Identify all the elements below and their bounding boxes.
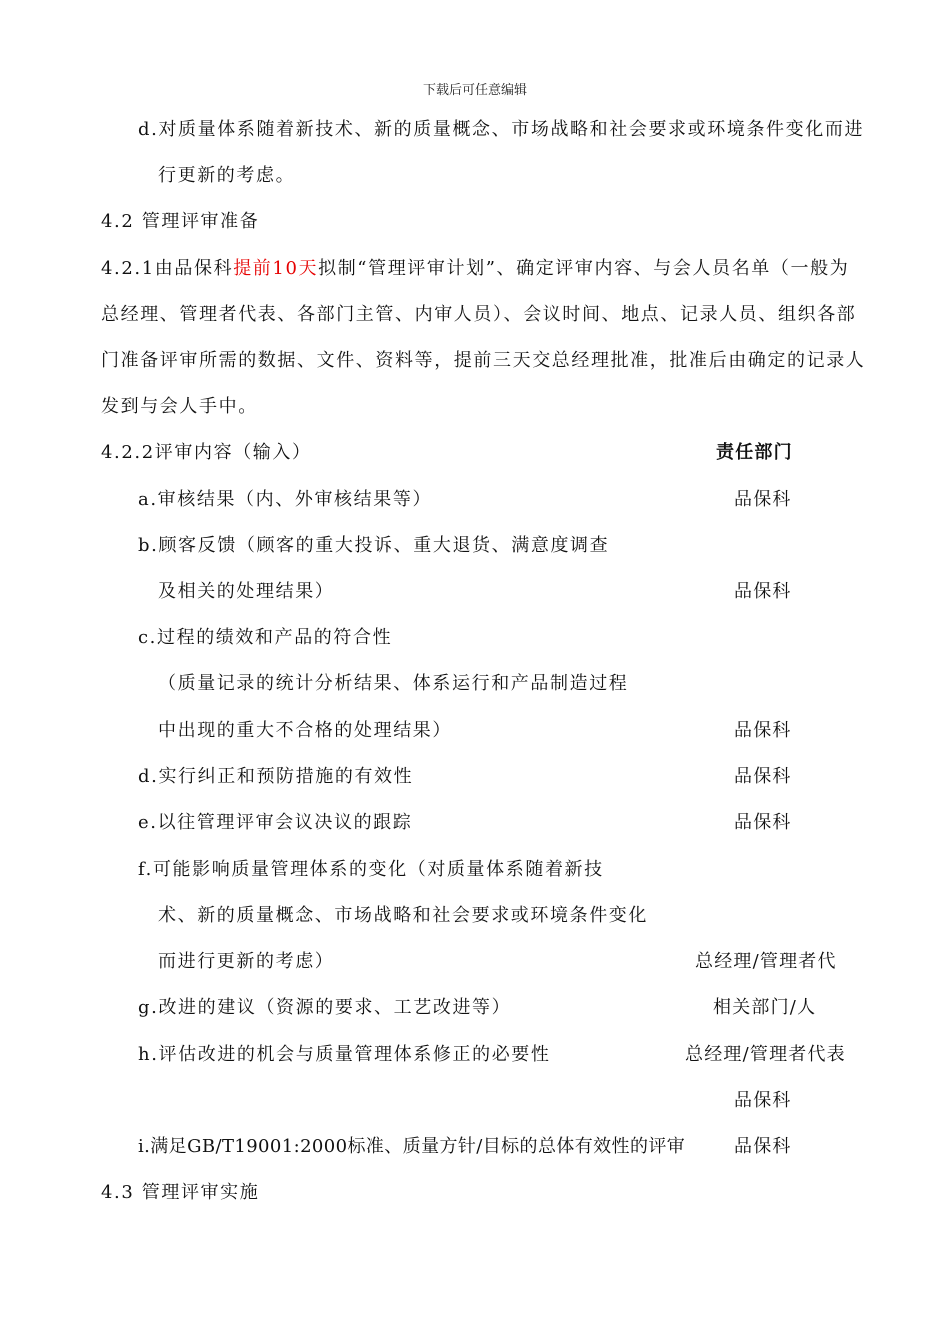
item-c-line3: 中出现的重大不合格的处理结果）	[158, 720, 452, 741]
item-g: g.改进的建议（资源的要求、工艺改进等）	[138, 997, 512, 1018]
d-item-line2: 行更新的考虑。	[158, 165, 296, 186]
p421-rest: 拟制“管理评审计划”、确定评审内容、与会人员名单（一般为	[318, 258, 850, 279]
item-h-dept2: 品保科	[734, 1090, 792, 1111]
item-b-line1: b.顾客反馈（顾客的重大投诉、重大退货、满意度调查	[138, 535, 610, 556]
item-b-line2: 及相关的处理结果）	[158, 581, 335, 602]
section-4-3-heading: 4.3 管理评审实施	[101, 1182, 260, 1203]
p421-highlight: 提前10天	[233, 258, 319, 279]
item-f-dept: 总经理/管理者代	[695, 951, 837, 972]
page-header: 下载后可任意编辑	[422, 83, 527, 98]
item-b-dept: 品保科	[734, 581, 792, 602]
p421-line2: 总经理、管理者代表、各部门主管、内审人员）、会议时间、地点、记录人员、组织各部	[101, 304, 857, 325]
section-4-2-heading: 4.2 管理评审准备	[101, 211, 260, 232]
item-g-dept: 相关部门/人	[713, 997, 817, 1018]
item-f-line1: f.可能影响质量管理体系的变化（对质量体系随着新技	[138, 859, 604, 880]
item-c-dept: 品保科	[734, 720, 792, 741]
item-c-line1: c.过程的绩效和产品的符合性	[138, 627, 393, 648]
p421-prefix: 4.2.1由品保科	[101, 258, 234, 279]
p421-line4: 发到与会人手中。	[101, 396, 258, 417]
item-d: d.实行纠正和预防措施的有效性	[138, 766, 414, 787]
item-a: a.审核结果（内、外审核结果等）	[138, 489, 433, 510]
p422-title: 4.2.2评审内容（输入）	[101, 442, 312, 463]
dept-column-header: 责任部门	[716, 442, 793, 463]
item-h-dept: 总经理/管理者代表	[685, 1044, 846, 1065]
p421-line3: 门准备评审所需的数据、文件、资料等，提前三天交总经理批准，批准后由确定的记录人	[101, 350, 866, 371]
item-d-dept: 品保科	[734, 766, 792, 787]
item-c-line2: （质量记录的统计分析结果、体系运行和产品制造过程	[158, 673, 629, 694]
item-e: e.以往管理评审会议决议的跟踪	[138, 812, 413, 833]
item-f-line3: 而进行更新的考虑）	[158, 951, 335, 972]
item-i: i.满足GB/T19001:2000标准、质量方针/目标的总体有效性的评审	[138, 1136, 686, 1157]
item-a-dept: 品保科	[734, 489, 792, 510]
item-f-line2: 术、新的质量概念、市场战略和社会要求或环境条件变化	[158, 905, 648, 926]
item-i-dept: 品保科	[734, 1136, 792, 1157]
item-e-dept: 品保科	[734, 812, 792, 833]
item-h: h.评估改进的机会与质量管理体系修正的必要性	[138, 1044, 551, 1065]
d-item-line1: d.对质量体系随着新技术、新的质量概念、市场战略和社会要求或环境条件变化而进	[138, 119, 865, 140]
p421-line1	[101, 257, 849, 281]
